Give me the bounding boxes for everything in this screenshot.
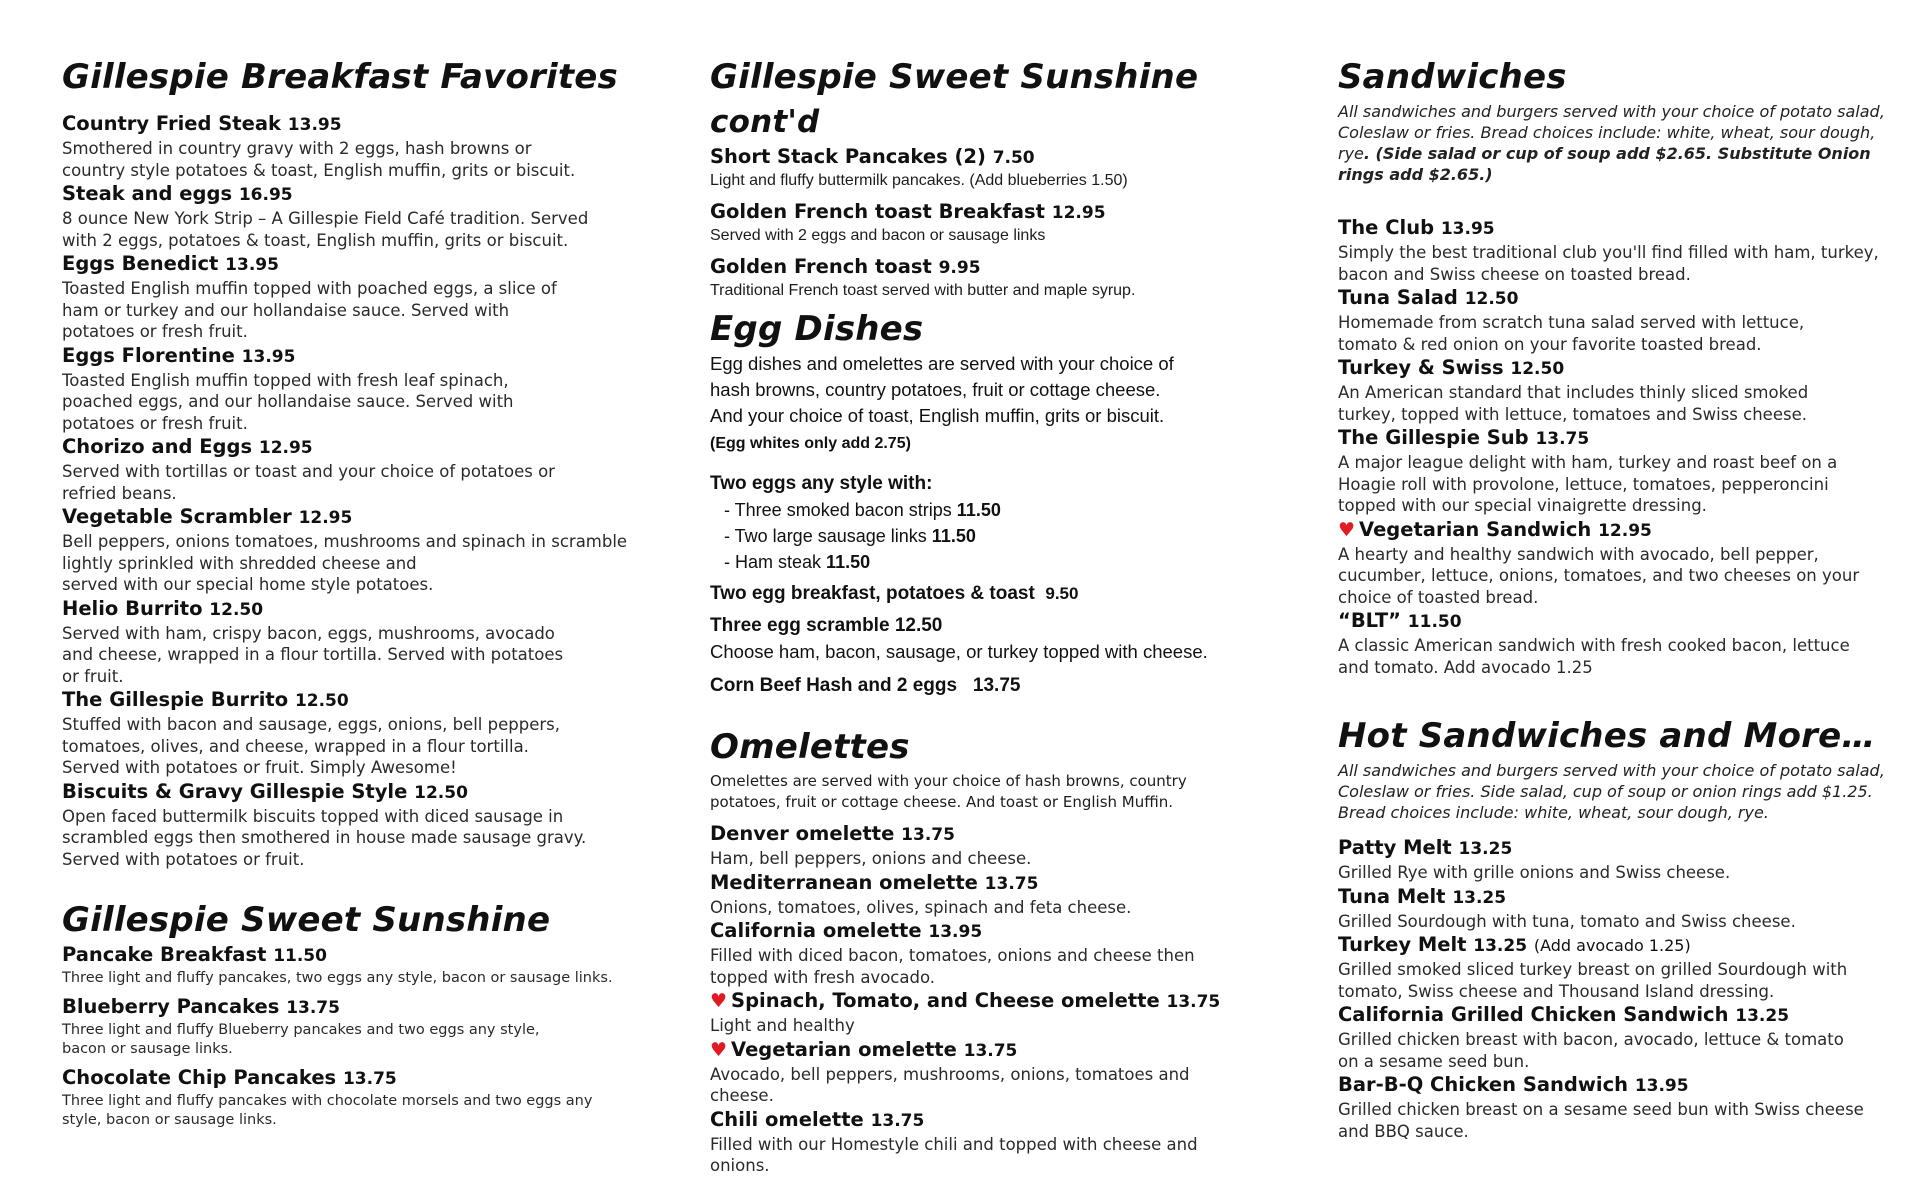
three-egg-scramble-desc: Choose ham, bacon, sausage, or turkey topped with cheese. bbox=[710, 641, 1208, 662]
item-name: Golden French toast Breakfast bbox=[710, 200, 1045, 223]
item-description: Three light and fluffy pancakes with chocolate morsels and two eggs any bbox=[62, 1093, 593, 1109]
item-name: Three egg scramble bbox=[710, 615, 890, 636]
item-title bbox=[62, 942, 632, 969]
item-name: Denver omelette bbox=[710, 822, 895, 845]
item-description: topped with our special vinaigrette dressing. bbox=[1338, 496, 1707, 515]
item-description: Served with potatoes or fruit. Simply Awesome! bbox=[62, 758, 457, 777]
item-price: 13.95 bbox=[287, 115, 342, 135]
section-heading-sandwiches: Sandwiches bbox=[1338, 57, 1567, 97]
item-name: The Gillespie Sub bbox=[1338, 426, 1529, 449]
menu-item bbox=[62, 942, 632, 988]
item-price: 13.25 bbox=[1458, 839, 1513, 859]
menu-item bbox=[62, 596, 632, 688]
item-description: Bell peppers, onions tomatoes, mushrooms and spinach in scramble bbox=[62, 532, 628, 551]
item-description: Three light and fluffy pancakes, two eggs any style, bacon or sausage links. bbox=[62, 970, 613, 986]
item-description: A hearty and healthy sandwich with avocado, bell pepper, bbox=[1338, 544, 1819, 564]
item-name: Tuna Melt bbox=[1338, 884, 1446, 908]
item-title bbox=[62, 181, 632, 208]
item-name: Bar-B-Q Chicken Sandwich bbox=[1338, 1073, 1629, 1096]
item-name: Corn Beef Hash and 2 eggs bbox=[710, 675, 958, 696]
intro-text: All sandwiches and burgers served with your choice of potato salad, Coleslaw or fries. Bread choices include: white, wheat, sour dough, rye bbox=[1338, 102, 1885, 163]
sandwiches-intro bbox=[1338, 101, 1893, 185]
item-price: 12.50 bbox=[294, 691, 349, 711]
item-price: 13.75 bbox=[972, 675, 1021, 696]
item-price: 13.95 bbox=[928, 922, 983, 942]
sandwiches-column bbox=[1338, 55, 1893, 1142]
item-description: turkey, topped with lettuce, tomatoes and Swiss cheese. bbox=[1338, 404, 1807, 424]
option-price: 11.50 bbox=[931, 526, 976, 546]
two-eggs-option bbox=[724, 549, 1270, 575]
menu-item bbox=[62, 687, 632, 779]
menu-item bbox=[62, 434, 632, 504]
two-eggs-heading: Two eggs any style with: bbox=[710, 473, 933, 494]
item-title bbox=[710, 199, 1270, 226]
item-description: Served with ham, crispy bacon, eggs, mushrooms, avocado bbox=[62, 623, 555, 643]
menu-item bbox=[62, 504, 632, 596]
item-description: with 2 eggs, potatoes & toast, English muffin, grits or biscuit. bbox=[62, 230, 569, 250]
item-title bbox=[1338, 1002, 1893, 1029]
item-description: A major league delight with ham, turkey and roast beef on a bbox=[1338, 453, 1838, 472]
item-name: Chili omelette bbox=[710, 1107, 864, 1131]
heart-icon: ♥ bbox=[710, 1038, 728, 1061]
menu-item bbox=[710, 254, 1270, 301]
item-description: Three light and fluffy Blueberry pancakes and two eggs any style, bbox=[62, 1022, 540, 1038]
option-price: 11.50 bbox=[826, 552, 871, 572]
item-name: Spinach, Tomato, and Cheese omelette bbox=[731, 989, 1160, 1012]
item-title bbox=[1338, 1072, 1893, 1099]
item-name: Helio Burrito bbox=[62, 596, 203, 620]
item-description: choice of toasted bread. bbox=[1338, 587, 1539, 607]
menu-item bbox=[1338, 932, 1893, 1002]
egg-intro-line: hash browns, country potatoes, fruit or cottage cheese. bbox=[710, 379, 1161, 400]
item-description: refried beans. bbox=[62, 483, 177, 503]
item-description: tomato & red onion on your favorite toasted bread. bbox=[1338, 334, 1762, 354]
item-description: Open faced buttermilk biscuits topped with diced sausage in bbox=[62, 806, 564, 826]
item-title bbox=[1338, 608, 1893, 635]
item-name: Vegetarian Sandwich bbox=[1359, 517, 1592, 541]
item-note: (Add avocado 1.25) bbox=[1533, 936, 1691, 955]
item-title bbox=[710, 918, 1270, 945]
two-egg-breakfast-item bbox=[710, 581, 1270, 607]
item-name: Turkey & Swiss bbox=[1338, 356, 1504, 379]
section-heading-hot-sandwiches: Hot Sandwiches and More… bbox=[1338, 716, 1876, 756]
breakfast-items-list bbox=[62, 111, 632, 870]
item-description: Grilled chicken breast with bacon, avocado, lettuce & tomato bbox=[1338, 1030, 1844, 1049]
omelette-intro-line: Omelettes are served with your choice of hash browns, country bbox=[710, 772, 1187, 790]
item-title bbox=[62, 504, 632, 531]
item-price: 9.50 bbox=[1045, 584, 1079, 603]
hot-sandwiches-intro: All sandwiches and burgers served with your choice of potato salad, Coleslaw or fries. Side salad, cup of soup or onion rings add $1.25. Bread choices include: white, wheat, sour dough, rye. bbox=[1338, 761, 1885, 822]
item-title bbox=[710, 870, 1270, 897]
item-price: 13.75 bbox=[1535, 429, 1590, 449]
menu-item bbox=[710, 988, 1270, 1037]
item-title bbox=[1338, 285, 1893, 312]
item-description: and cheese, wrapped in a flour tortilla. Served with potatoes bbox=[62, 645, 564, 664]
item-price: 13.95 bbox=[225, 255, 279, 275]
menu-item bbox=[1338, 215, 1893, 285]
item-name: The Club bbox=[1338, 216, 1435, 239]
item-description: tomatoes, olives, and cheese, wrapped in a flour tortilla. bbox=[62, 736, 529, 756]
item-name: Eggs Florentine bbox=[62, 343, 235, 367]
item-description: country style potatoes & toast, English muffin, grits or biscuit. bbox=[62, 160, 576, 180]
item-description: Avocado, bell peppers, mushrooms, onions, tomatoes and bbox=[710, 1064, 1190, 1084]
item-name: Two egg breakfast, potatoes & toast bbox=[710, 583, 1035, 604]
item-description: Light and fluffy buttermilk pancakes. (Add blueberries 1.50) bbox=[710, 172, 1128, 189]
item-name: Steak and eggs bbox=[62, 182, 233, 205]
item-name: Golden French toast bbox=[710, 255, 932, 278]
sweet-sunshine-items-list bbox=[62, 942, 632, 1130]
menu-item bbox=[62, 779, 632, 871]
item-description: and tomato. Add avocado 1.25 bbox=[1338, 657, 1593, 677]
item-price: 12.95 bbox=[298, 508, 353, 528]
option-label: - Ham steak bbox=[724, 552, 822, 572]
item-title bbox=[62, 994, 632, 1021]
item-price: 13.75 bbox=[286, 998, 340, 1018]
item-description: style, bacon or sausage links. bbox=[62, 1112, 277, 1128]
omelettes-list bbox=[710, 821, 1270, 1177]
menu-item bbox=[710, 918, 1270, 988]
item-description: topped with fresh avocado. bbox=[710, 967, 935, 987]
item-title bbox=[710, 1037, 1270, 1064]
item-title bbox=[62, 111, 632, 138]
item-price: 12.95 bbox=[1598, 520, 1652, 541]
item-name: California Grilled Chicken Sandwich bbox=[1338, 1003, 1729, 1026]
menu-item bbox=[1338, 1002, 1893, 1072]
item-price: 13.95 bbox=[1440, 219, 1495, 239]
three-egg-scramble-item bbox=[710, 613, 1270, 639]
item-title bbox=[62, 596, 632, 623]
menu-item bbox=[1338, 1072, 1893, 1142]
two-eggs-option bbox=[724, 523, 1270, 549]
item-description: served with our special home style potatoes. bbox=[62, 575, 434, 594]
item-description: Toasted English muffin topped with fresh leaf spinach, bbox=[62, 370, 509, 390]
item-name: Eggs Benedict bbox=[62, 252, 219, 275]
item-name: Country Fried Steak bbox=[62, 112, 281, 135]
option-label: - Three smoked bacon strips bbox=[724, 500, 952, 520]
item-name: Biscuits & Gravy Gillespie Style bbox=[62, 779, 408, 803]
two-eggs-options-list bbox=[710, 497, 1270, 575]
item-price: 13.75 bbox=[901, 825, 955, 845]
item-description: An American standard that includes thinly sliced smoked bbox=[1338, 383, 1809, 402]
item-description: Toasted English muffin topped with poached eggs, a slice of bbox=[62, 279, 557, 298]
menu-item bbox=[710, 199, 1270, 246]
section-heading-breakfast-favorites: Gillespie Breakfast Favorites bbox=[62, 57, 618, 97]
item-title bbox=[62, 434, 632, 461]
item-price: 12.50 bbox=[1464, 289, 1519, 309]
item-title bbox=[62, 343, 632, 370]
intro-bold-text: . (Side salad or cup of soup add $2.65. Substitute Onion rings add $2.65.) bbox=[1338, 144, 1871, 184]
item-description: ham or turkey and our hollandaise sauce. Served with bbox=[62, 300, 510, 320]
item-description: Traditional French toast served with butter and maple syrup. bbox=[710, 282, 1136, 299]
item-name: “BLT” bbox=[1338, 609, 1401, 632]
menu-item bbox=[62, 994, 632, 1059]
item-title bbox=[710, 144, 1270, 171]
item-price: 13.75 bbox=[870, 1110, 925, 1131]
item-price: 9.95 bbox=[938, 258, 981, 278]
menu-item bbox=[1338, 517, 1893, 609]
omelettes-intro bbox=[710, 771, 1270, 813]
menu-item bbox=[710, 144, 1270, 191]
item-description: Served with 2 eggs and bacon or sausage links bbox=[710, 227, 1046, 244]
item-description: Grilled chicken breast on a sesame seed bun with Swiss cheese bbox=[1338, 1100, 1864, 1119]
menu-item bbox=[62, 1065, 632, 1130]
item-price: 12.50 bbox=[414, 782, 468, 803]
option-price: 11.50 bbox=[956, 500, 1001, 520]
item-title bbox=[710, 254, 1270, 281]
menu-item bbox=[710, 1107, 1270, 1177]
item-description: A classic American sandwich with fresh cooked bacon, lettuce bbox=[1338, 636, 1850, 655]
item-title bbox=[1338, 517, 1893, 544]
item-name: Vegetarian omelette bbox=[731, 1037, 957, 1061]
item-name: California omelette bbox=[710, 919, 922, 942]
item-name: The Gillespie Burrito bbox=[62, 688, 289, 711]
egg-intro-line: And your choice of toast, English muffin, grits or biscuit. bbox=[710, 405, 1165, 426]
item-description: Stuffed with bacon and sausage, eggs, onions, bell peppers, bbox=[62, 715, 560, 734]
item-title bbox=[1338, 425, 1893, 452]
item-price: 13.75 bbox=[1166, 992, 1221, 1012]
item-description: 8 ounce New York Strip – A Gillespie Field Café tradition. Served bbox=[62, 209, 589, 228]
item-price: 13.75 bbox=[342, 1069, 397, 1089]
item-description: cheese. bbox=[710, 1086, 774, 1105]
item-title bbox=[62, 1065, 632, 1092]
item-description: Simply the best traditional club you'll find filled with ham, turkey, bbox=[1338, 243, 1879, 262]
egg-intro-line: Egg dishes and omelettes are served with your choice of bbox=[710, 353, 1174, 374]
section-heading-sweet-sunshine: Gillespie Sweet Sunshine bbox=[62, 900, 551, 940]
hot-sandwiches-list bbox=[1338, 835, 1893, 1142]
item-price: 12.50 bbox=[1510, 359, 1565, 379]
menu-item bbox=[710, 821, 1270, 870]
heart-icon: ♥ bbox=[1338, 518, 1356, 541]
menu-item bbox=[1338, 608, 1893, 678]
option-label: - Two large sausage links bbox=[724, 526, 927, 546]
section-heading-sweet-sunshine-contd bbox=[710, 55, 1270, 144]
item-price: 13.25 bbox=[1473, 936, 1528, 956]
item-title bbox=[1338, 932, 1893, 959]
menu-item bbox=[1338, 835, 1893, 884]
item-price: 12.50 bbox=[209, 599, 264, 620]
item-name: Chocolate Chip Pancakes bbox=[62, 1066, 337, 1089]
item-description: Hoagie roll with provolone, lettuce, tomatoes, pepperoncini bbox=[1338, 474, 1829, 494]
item-description: poached eggs, and our hollandaise sauce. Served with bbox=[62, 392, 514, 411]
item-description: on a sesame seed bun. bbox=[1338, 1051, 1530, 1071]
menu-item bbox=[1338, 425, 1893, 517]
item-title bbox=[62, 251, 632, 278]
menu-item bbox=[62, 181, 632, 251]
heading-suffix: cont'd bbox=[710, 104, 820, 140]
corn-beef-hash-item bbox=[710, 673, 1270, 699]
item-name: Tuna Salad bbox=[1338, 286, 1458, 309]
item-price: 12.50 bbox=[894, 615, 943, 636]
menu-item bbox=[1338, 285, 1893, 355]
item-description: lightly sprinkled with shredded cheese and bbox=[62, 553, 417, 573]
item-title bbox=[710, 1107, 1270, 1134]
item-description: Grilled smoked sliced turkey breast on grilled Sourdough with bbox=[1338, 960, 1848, 979]
sandwiches-list bbox=[1338, 215, 1893, 678]
item-price: 11.50 bbox=[273, 946, 327, 966]
menu-item bbox=[62, 343, 632, 435]
item-price: 13.75 bbox=[984, 873, 1039, 894]
item-price: 7.50 bbox=[992, 148, 1035, 168]
item-description: onions. bbox=[710, 1156, 770, 1175]
item-description: cucumber, lettuce, onions, tomatoes, and two cheeses on your bbox=[1338, 566, 1860, 585]
egg-whites-note bbox=[710, 429, 1270, 457]
item-description: potatoes or fresh fruit. bbox=[62, 322, 248, 341]
menu-item bbox=[710, 1037, 1270, 1107]
item-description: Homemade from scratch tuna salad served with lettuce, bbox=[1338, 313, 1805, 332]
item-price: 13.25 bbox=[1452, 887, 1507, 908]
item-price: 16.95 bbox=[238, 185, 293, 205]
egg-whites-note-text: (Egg whites only add 2.75) bbox=[710, 435, 911, 452]
item-description: Smothered in country gravy with 2 eggs, hash browns or bbox=[62, 139, 532, 158]
item-description: Ham, bell peppers, onions and cheese. bbox=[710, 849, 1032, 868]
item-name: Chorizo and Eggs bbox=[62, 435, 253, 458]
item-price: 12.95 bbox=[1051, 203, 1106, 223]
heart-icon: ♥ bbox=[710, 990, 728, 1012]
menu-item bbox=[62, 111, 632, 181]
item-price: 13.75 bbox=[963, 1040, 1018, 1061]
item-title bbox=[62, 687, 632, 714]
item-description: Grilled Rye with grille onions and Swiss cheese. bbox=[1338, 863, 1731, 882]
item-title bbox=[62, 779, 632, 806]
sweet-sunshine-contd-items-list bbox=[710, 144, 1270, 301]
item-price: 13.95 bbox=[1634, 1076, 1689, 1096]
item-description: Filled with diced bacon, tomatoes, onions and cheese then bbox=[710, 946, 1195, 965]
breakfast-column bbox=[62, 55, 632, 1130]
item-price: 13.25 bbox=[1735, 1006, 1790, 1026]
item-name: Short Stack Pancakes (2) bbox=[710, 145, 986, 168]
item-description: tomato, Swiss cheese and Thousand Island dressing. bbox=[1338, 981, 1775, 1001]
item-name: Vegetable Scrambler bbox=[62, 505, 292, 528]
section-heading-egg-dishes: Egg Dishes bbox=[710, 309, 924, 349]
item-title bbox=[1338, 355, 1893, 382]
item-name: Patty Melt bbox=[1338, 836, 1452, 859]
item-title bbox=[710, 988, 1270, 1015]
omelette-intro-line: potatoes, fruit or cottage cheese. And toast or English Muffin. bbox=[710, 793, 1174, 811]
item-description: and BBQ sauce. bbox=[1338, 1121, 1469, 1141]
item-title bbox=[1338, 884, 1893, 911]
item-name: Blueberry Pancakes bbox=[62, 995, 280, 1018]
item-description: Served with tortillas or toast and your choice of potatoes or bbox=[62, 462, 555, 481]
sweet-egg-omelette-column bbox=[710, 55, 1270, 1177]
item-price: 11.50 bbox=[1407, 612, 1462, 632]
item-description: or fruit. bbox=[62, 666, 124, 686]
item-name: Pancake Breakfast bbox=[62, 943, 267, 966]
item-description: Served with potatoes or fruit. bbox=[62, 849, 305, 869]
item-description: potatoes or fresh fruit. bbox=[62, 413, 248, 433]
menu-item bbox=[1338, 355, 1893, 425]
item-name: Turkey Melt bbox=[1338, 933, 1467, 956]
item-title bbox=[710, 821, 1270, 848]
item-description: bacon and Swiss cheese on toasted bread. bbox=[1338, 264, 1691, 284]
item-description: Filled with our Homestyle chili and topped with cheese and bbox=[710, 1134, 1198, 1154]
menu-item bbox=[1338, 884, 1893, 933]
item-description: scrambled eggs then smothered in house made sausage gravy. bbox=[62, 828, 587, 847]
menu-item bbox=[710, 870, 1270, 919]
item-name: Mediterranean omelette bbox=[710, 870, 978, 894]
item-description: Onions, tomatoes, olives, spinach and feta cheese. bbox=[710, 897, 1132, 917]
item-description: bacon or sausage links. bbox=[62, 1041, 233, 1057]
item-title bbox=[1338, 215, 1893, 242]
egg-dishes-intro bbox=[710, 351, 1270, 429]
item-description: Grilled Sourdough with tuna, tomato and Swiss cheese. bbox=[1338, 911, 1796, 931]
item-price: 12.95 bbox=[258, 438, 313, 458]
menu-item bbox=[62, 251, 632, 343]
heading-text: Gillespie Sweet Sunshine bbox=[710, 57, 1199, 97]
section-heading-omelettes: Omelettes bbox=[710, 727, 910, 767]
two-eggs-option bbox=[724, 497, 1270, 523]
item-title bbox=[1338, 835, 1893, 862]
item-description: Light and healthy bbox=[710, 1016, 855, 1035]
item-price: 13.95 bbox=[241, 346, 296, 367]
